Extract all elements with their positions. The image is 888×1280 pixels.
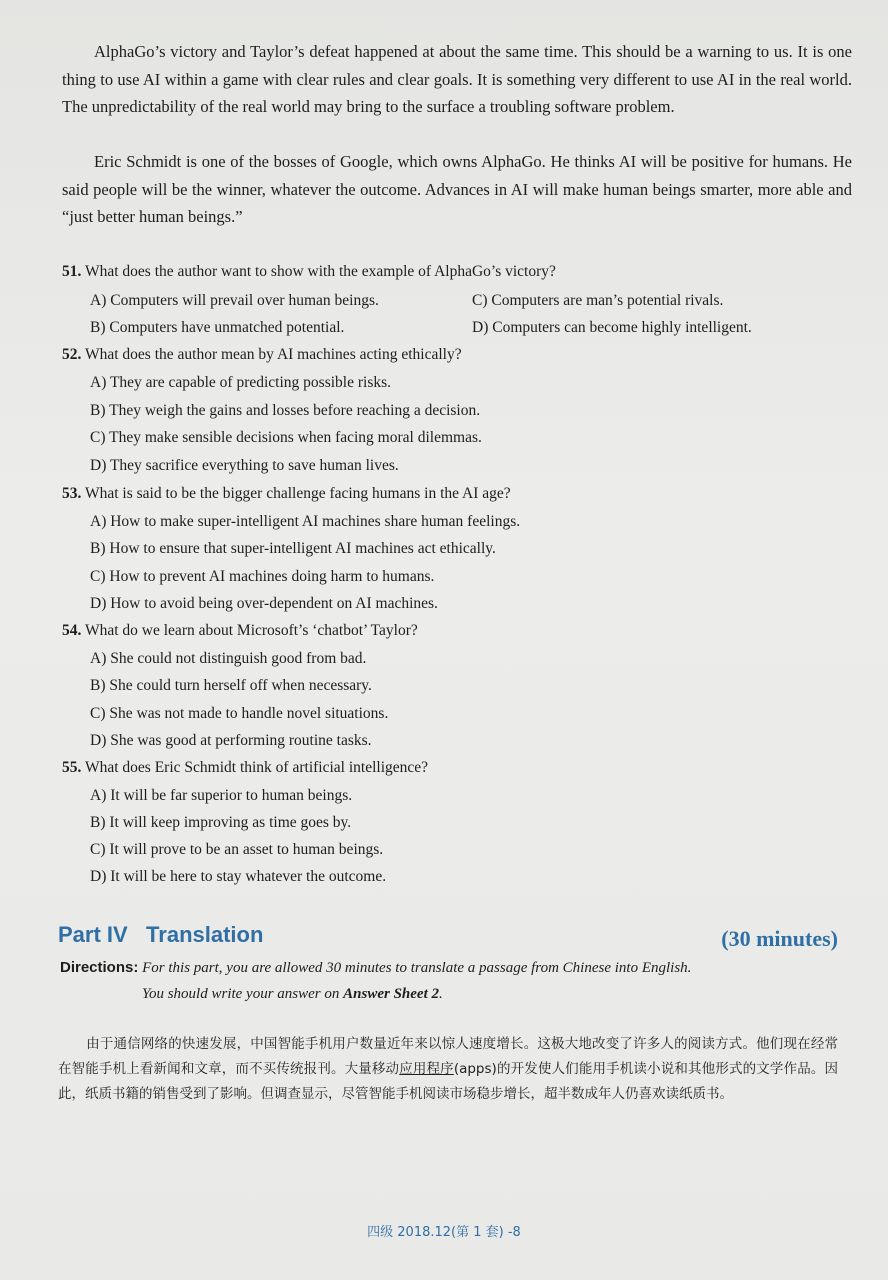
question-stem-text: What does Eric Schmidt think of artificial intelligence? [84,759,429,776]
option-51-c[interactable]: C) Computers are man’s potential rivals. [472,292,724,309]
passage-paragraph-2 [62,148,852,231]
option-54-d[interactable]: D) She was good at performing routine tasks. [90,732,372,749]
answer-sheet-ref: Answer Sheet 2 [343,986,439,1002]
option-55-a[interactable]: A) It will be far superior to human beings. [90,787,353,804]
question-number: 52. [62,346,82,363]
chinese-passage [58,1032,838,1107]
question-51 [62,258,852,285]
page-footer: 四级 2018.12(第 1 套) -8 [367,1225,521,1240]
part-iv-title [58,922,263,948]
option-51-d[interactable]: D) Computers can become highly intelligent. [472,319,752,336]
option-52-d[interactable]: D) They sacrifice everything to save human lives. [90,457,399,474]
directions-text: You should write your answer on [142,986,340,1002]
option-52-b[interactable]: B) They weigh the gains and losses before reaching a decision. [90,402,481,419]
question-stem-text: What do we learn about Microsoft’s ‘chatbot’ Taylor? [84,622,418,639]
option-54-c[interactable]: C) She was not made to handle novel situations. [90,705,389,722]
question-55 [62,754,852,781]
question-54 [62,617,852,644]
option-55-b[interactable]: B) It will keep improving as time goes by. [90,814,352,831]
question-number: 53. [62,485,82,502]
question-stem-text: What does the author want to show with the example of AlphaGo’s victory? [84,263,556,280]
part-iv-time: (30 minutes) [721,926,838,951]
question-stem [62,258,852,285]
directions-period: . [439,986,443,1002]
question-53 [62,480,852,507]
directions-label: Directions: [60,959,139,976]
chinese-text-1: 由于通信网络的快速发展，中国智能手机用户数量近年来以惊人速度增长。这极大地改变了许多人的阅读方式。他们现在经常在智能手机上看新闻和文章，而不买传统报刊。大量移动 [58,1036,838,1077]
passage-paragraph-1 [62,38,852,121]
directions-line-2 [60,981,840,1007]
option-55-d[interactable]: D) It will be here to stay whatever the outcome. [90,868,387,885]
option-54-a[interactable]: A) She could not distinguish good from bad. [90,650,367,667]
option-53-a[interactable]: A) How to make super-intelligent AI machines share human feelings. [90,513,521,530]
part-label: Part IV [58,922,128,947]
chinese-underlined-term: 应用程序 [399,1061,454,1077]
option-53-c[interactable]: C) How to prevent AI machines doing harm to humans. [90,568,435,585]
question-stem [62,617,852,644]
question-number: 54. [62,622,82,639]
option-54-b[interactable]: B) She could turn herself off when necessary. [90,677,372,694]
question-number: 51. [62,263,82,280]
directions-line-1 [60,955,840,981]
option-52-c[interactable]: C) They make sensible decisions when facing moral dilemmas. [90,429,482,446]
passage-paragraph-2-text: Eric Schmidt is one of the bosses of Google, which owns AlphaGo. He thinks AI will be positive for humans. He said people will be the winner, whatever the outcome. Advances in AI will make human beings smarter, more able and “just better human beings.” [62,152,852,226]
question-number: 55. [62,759,82,776]
question-stem [62,480,852,507]
question-stem [62,341,852,368]
part-iv-directions [60,955,840,1007]
question-stem [62,754,852,781]
question-stem-text: What does the author mean by AI machines acting ethically? [84,346,462,363]
option-53-d[interactable]: D) How to avoid being over-dependent on AI machines. [90,595,438,612]
part-title: Translation [146,922,264,947]
chinese-text-2: (apps)的开发使人们能用手机读小说和其他形式的文学作品。因此，纸质书籍的销售受到了影响。但调查显示，尽管智能手机阅读市场稳步增长，超半数成年人仍喜欢读纸质书。 [58,1061,839,1102]
option-52-a[interactable]: A) They are capable of predicting possible risks. [90,374,392,391]
part-iv-heading [58,920,838,954]
option-55-c[interactable]: C) It will prove to be an asset to human beings. [90,841,384,858]
question-52 [62,341,852,368]
option-53-b[interactable]: B) How to ensure that super-intelligent AI machines act ethically. [90,540,496,557]
question-stem-text: What is said to be the bigger challenge facing humans in the AI age? [84,485,511,502]
option-51-a[interactable]: A) Computers will prevail over human beings. [90,292,379,309]
option-51-b[interactable]: B) Computers have unmatched potential. [90,319,345,336]
directions-text: For this part, you are allowed 30 minutes to translate a passage from Chinese into English. [142,960,692,976]
passage-paragraph-1-text: AlphaGo’s victory and Taylor’s defeat happened at about the same time. This should be a warning to us. It is one thing to use AI within a game with clear rules and clear goals. It is something very different to use AI in the real world. The unpredictability of the real world may bring to the surface a troubling software problem. [62,42,852,116]
